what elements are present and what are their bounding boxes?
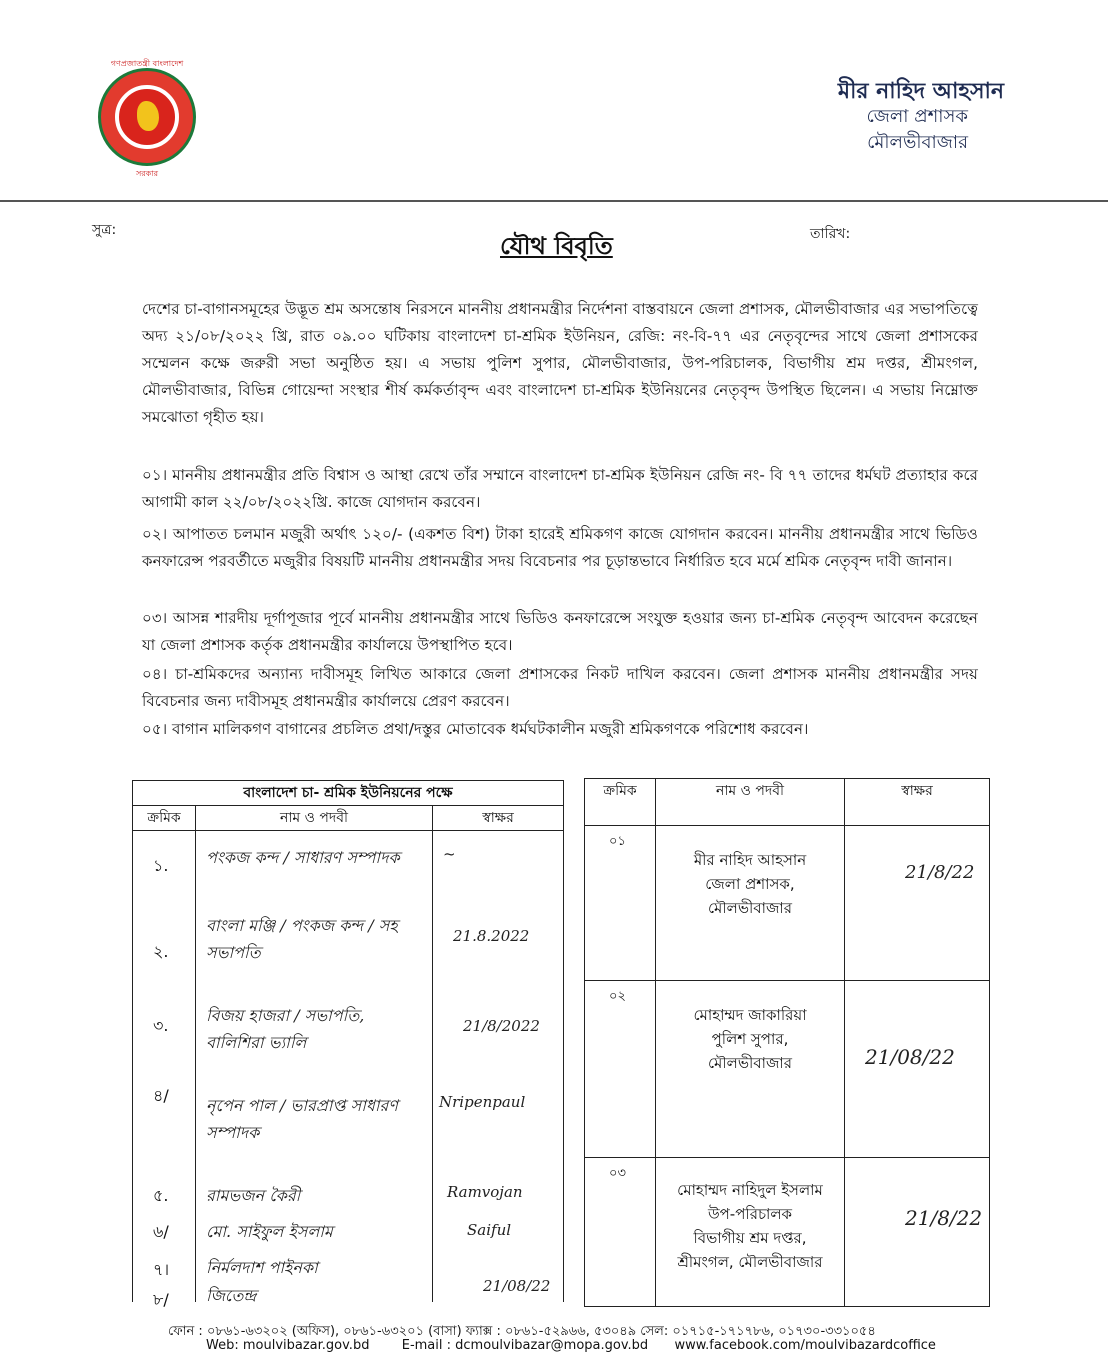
union-signatory-name: জিতেন্দ্র bbox=[206, 1286, 257, 1305]
point-5: ০৫। বাগান মালিকগণ বাগানের প্রচলিত প্রথা/দস্তুর মোতাবেক ধর্মঘটকালীন মজুরী শ্রমিকগণকে পরিশোধ করবেন। bbox=[142, 720, 809, 738]
official-signature: 21/8/22 bbox=[845, 826, 990, 981]
union-serial: ৪/ bbox=[153, 1086, 169, 1105]
bangladesh-map-icon bbox=[137, 101, 159, 131]
union-serial: ২. bbox=[153, 942, 169, 961]
union-col-serial: ক্রমিক bbox=[133, 806, 196, 831]
footer-email[interactable]: E-mail : dcmoulvibazar@mopa.gov.bd bbox=[401, 1338, 649, 1353]
union-table-caption: বাংলাদেশ চা- শ্রমিক ইউনিয়নের পক্ষে bbox=[133, 781, 564, 806]
union-signature: 21/8/2022 bbox=[463, 1017, 540, 1035]
union-col-sign: স্বাক্ষর bbox=[433, 806, 564, 831]
union-signature: Saiful bbox=[467, 1221, 512, 1239]
official-name: মোহাম্মদ নাহিদুল ইসলাম bbox=[677, 1181, 823, 1199]
union-serial: ৩. bbox=[153, 1016, 169, 1035]
point-2: ০২। আপাতত চলমান মজুরী অর্থাৎ ১২০/- (একশত বিশ) টাকা হারেই শ্রমিকগণ কাজে যোগদান করবেন। মাননীয় প্রধানমন্ত্রীর সাথে ভিডিও কনফারেন্স পরবর্তীতে মজুরীর বিষয়টি মাননীয় প্রধানমন্ত্রীর সদয় বিবেচনার পর চূড়ান্তভাবে নির্ধারিত হবে মর্মে শ্রমিক নেতৃবৃন্দ দাবী জানান। bbox=[142, 525, 978, 570]
point-3: ০৩। আসন্ন শারদীয় দূর্গাপূজার পূর্বে মাননীয় প্রধানমন্ত্রীর সাথে ভিডিও কনফারেন্সে সংযুক্ত হওয়ার জন্য চা-শ্রমিক নেতৃবৃন্দ আবেদন করেছেন যা জেলা প্রশাসক কর্তৃক প্রধানমন্ত্রীর কার্যালয়ে উপস্থাপিত হবে। bbox=[142, 609, 978, 654]
seal-top-text: গণপ্রজাতন্ত্রী বাংলাদেশ bbox=[110, 59, 184, 68]
official-signature: 21/8/22 bbox=[845, 1158, 990, 1307]
union-signature: 21/08/22 bbox=[483, 1277, 551, 1295]
union-serial: ১. bbox=[153, 856, 169, 875]
union-serial: ৭। bbox=[153, 1260, 170, 1279]
footer-contact: ফোন : ০৮৬১-৬৩২০২ (অফিস), ০৮৬১-৬৩২০১ (বাসা) ফ্যাক্স : ০৮৬১-৫২৯৬৬, ৫৩০৪৯ সেল: ০১৭১৫-১৭১৭৮৬, ০১৭৩০-৩৩১০৫৪ bbox=[168, 1324, 876, 1339]
officials-serial: ০১ bbox=[585, 826, 656, 981]
union-signatory-name: নির্মলদাশ পাইনকা bbox=[206, 1258, 318, 1277]
union-signatory-name: মো. সাইফুল ইসলাম bbox=[206, 1222, 333, 1241]
header-district: মৌলভীবাজার bbox=[867, 132, 968, 153]
footer-facebook[interactable]: www.facebook.com/moulvibazardcoffice bbox=[674, 1338, 936, 1353]
union-signatory-name: বিজয় হাজরা / সভাপতি, বালিশিরা ভ্যালি bbox=[206, 1006, 365, 1052]
officials-serial: ০৩ bbox=[585, 1158, 656, 1307]
official-signature: 21/08/22 bbox=[845, 981, 990, 1158]
official-designation: উপ-পরিচালক bbox=[707, 1205, 793, 1223]
table-row bbox=[585, 826, 990, 981]
point-4: ০৪। চা-শ্রমিকদের অন্যান্য দাবীসমূহ লিখিত আকারে জেলা প্রশাসকের নিকট দাখিল করবেন। জেলা প্রশাসক মাননীয় প্রধানমন্ত্রীর সদয় বিবেচনার জন্য দাবীসমূহ প্রধানমন্ত্রীর কার্যালয়ে প্রেরণ করবেন। bbox=[142, 665, 978, 710]
intro-paragraph: দেশের চা-বাগানসমূহের উদ্ভূত শ্রম অসন্তোষ নিরসনে মাননীয় প্রধানমন্ত্রীর নির্দেশনা বাস্তবায়নে জেলা প্রশাসক, মৌলভীবাজার এর সভাপতিত্বে অদ্য ২১/০৮/২০২২ খ্রি, রাত ০৯.০০ ঘটিকায় বাংলাদেশ চা-শ্রমিক ইউনিয়ন, রেজি: নং-বি-৭৭ এর নেতৃবৃন্দের সাথে জেলা প্রশাসকের সম্মেলন কক্ষে জরুরী সভা অনুষ্ঠিত হয়। এ সভায় পুলিশ সুপার, মৌলভীবাজার, উপ-পরিচালক, বিভাগীয় শ্রম দপ্তর, শ্রীমংগল, মৌলভীবাজার, বিভিন্ন গোয়েন্দা সংস্থার শীর্ষ কর্মকর্তাবৃন্দ এবং বাংলাদেশ চা-শ্রমিক ইউনিয়নের নেতৃবৃন্দ উপস্থিত ছিলেন। এ সভায় নিম্নোক্ত সমঝোতা গৃহীত হয়। bbox=[142, 300, 978, 426]
union-signature: ~ bbox=[443, 845, 456, 863]
official-location: মৌলভীবাজার bbox=[707, 899, 793, 917]
official-location: মৌলভীবাজার bbox=[707, 1054, 793, 1072]
union-signature: 21.8.2022 bbox=[453, 927, 530, 945]
officials-col-name: নাম ও পদবী bbox=[656, 779, 845, 826]
document-title: যৌথ বিবৃতি bbox=[500, 232, 613, 260]
union-signature-table bbox=[132, 780, 564, 1309]
header-name: মীর নাহিদ আহসান bbox=[837, 79, 1004, 104]
union-serial: ৫. bbox=[153, 1186, 169, 1205]
union-signatory-name: পংকজ কন্দ / সাধারণ সম্পাদক bbox=[206, 848, 400, 867]
officials-col-sign: স্বাক্ষর bbox=[845, 779, 990, 826]
officials-signature-table bbox=[584, 778, 990, 1307]
date-label: তারিখ: bbox=[810, 226, 851, 242]
union-col-name: নাম ও পদবী bbox=[196, 806, 433, 831]
officials-serial: ০২ bbox=[585, 981, 656, 1158]
footer-links bbox=[206, 1338, 936, 1353]
seal-center bbox=[115, 85, 179, 149]
point-1: ০১। মাননীয় প্রধানমন্ত্রীর প্রতি বিশ্বাস ও আস্থা রেখে তাঁর সম্মানে বাংলাদেশ চা-শ্রমিক ইউনিয়ন রেজি নং- বি ৭৭ তাদের ধর্মঘট প্রত্যাহার করে আগামী কাল ২২/০৮/২০২২খ্রি. কাজে যোগদান করবেন। bbox=[142, 466, 978, 511]
officials-col-serial: ক্রমিক bbox=[585, 779, 656, 826]
footer-website[interactable]: Web: moulvibazar.gov.bd bbox=[206, 1338, 370, 1353]
union-signatory-name: নৃপেন পাল / ভারপ্রাপ্ত সাধারণ সম্পাদক bbox=[206, 1096, 398, 1142]
table-row bbox=[133, 831, 564, 1303]
official-name: মোহাম্মদ জাকারিয়া bbox=[693, 1006, 807, 1024]
union-signature: Ramvojan bbox=[447, 1183, 523, 1201]
table-row bbox=[585, 1158, 990, 1307]
header-divider bbox=[0, 200, 1108, 202]
official-designation: পুলিশ সুপার, bbox=[711, 1030, 789, 1048]
reference-label: সুত্র: bbox=[92, 222, 117, 238]
official-name: মীর নাহিদ আহসান bbox=[693, 851, 807, 869]
official-department: বিভাগীয় শ্রম দপ্তর, bbox=[693, 1229, 807, 1247]
government-seal bbox=[98, 68, 196, 166]
seal-bottom-text: সরকার bbox=[135, 169, 158, 178]
union-signatory-name: রামভজন কৈরী bbox=[206, 1186, 301, 1205]
union-signature: Nripenpaul bbox=[439, 1093, 526, 1111]
table-row bbox=[585, 981, 990, 1158]
union-signatory-name: বাংলা মঞ্জি / পংকজ কন্দ / সহ সভাপতি bbox=[206, 916, 398, 962]
official-designation: জেলা প্রশাসক, bbox=[705, 875, 795, 893]
union-serial: ৬/ bbox=[153, 1222, 169, 1241]
union-serial: ৮/ bbox=[153, 1290, 169, 1309]
header-designation: জেলা প্রশাসক bbox=[866, 106, 968, 127]
official-location: শ্রীমংগল, মৌলভীবাজার bbox=[677, 1253, 823, 1271]
